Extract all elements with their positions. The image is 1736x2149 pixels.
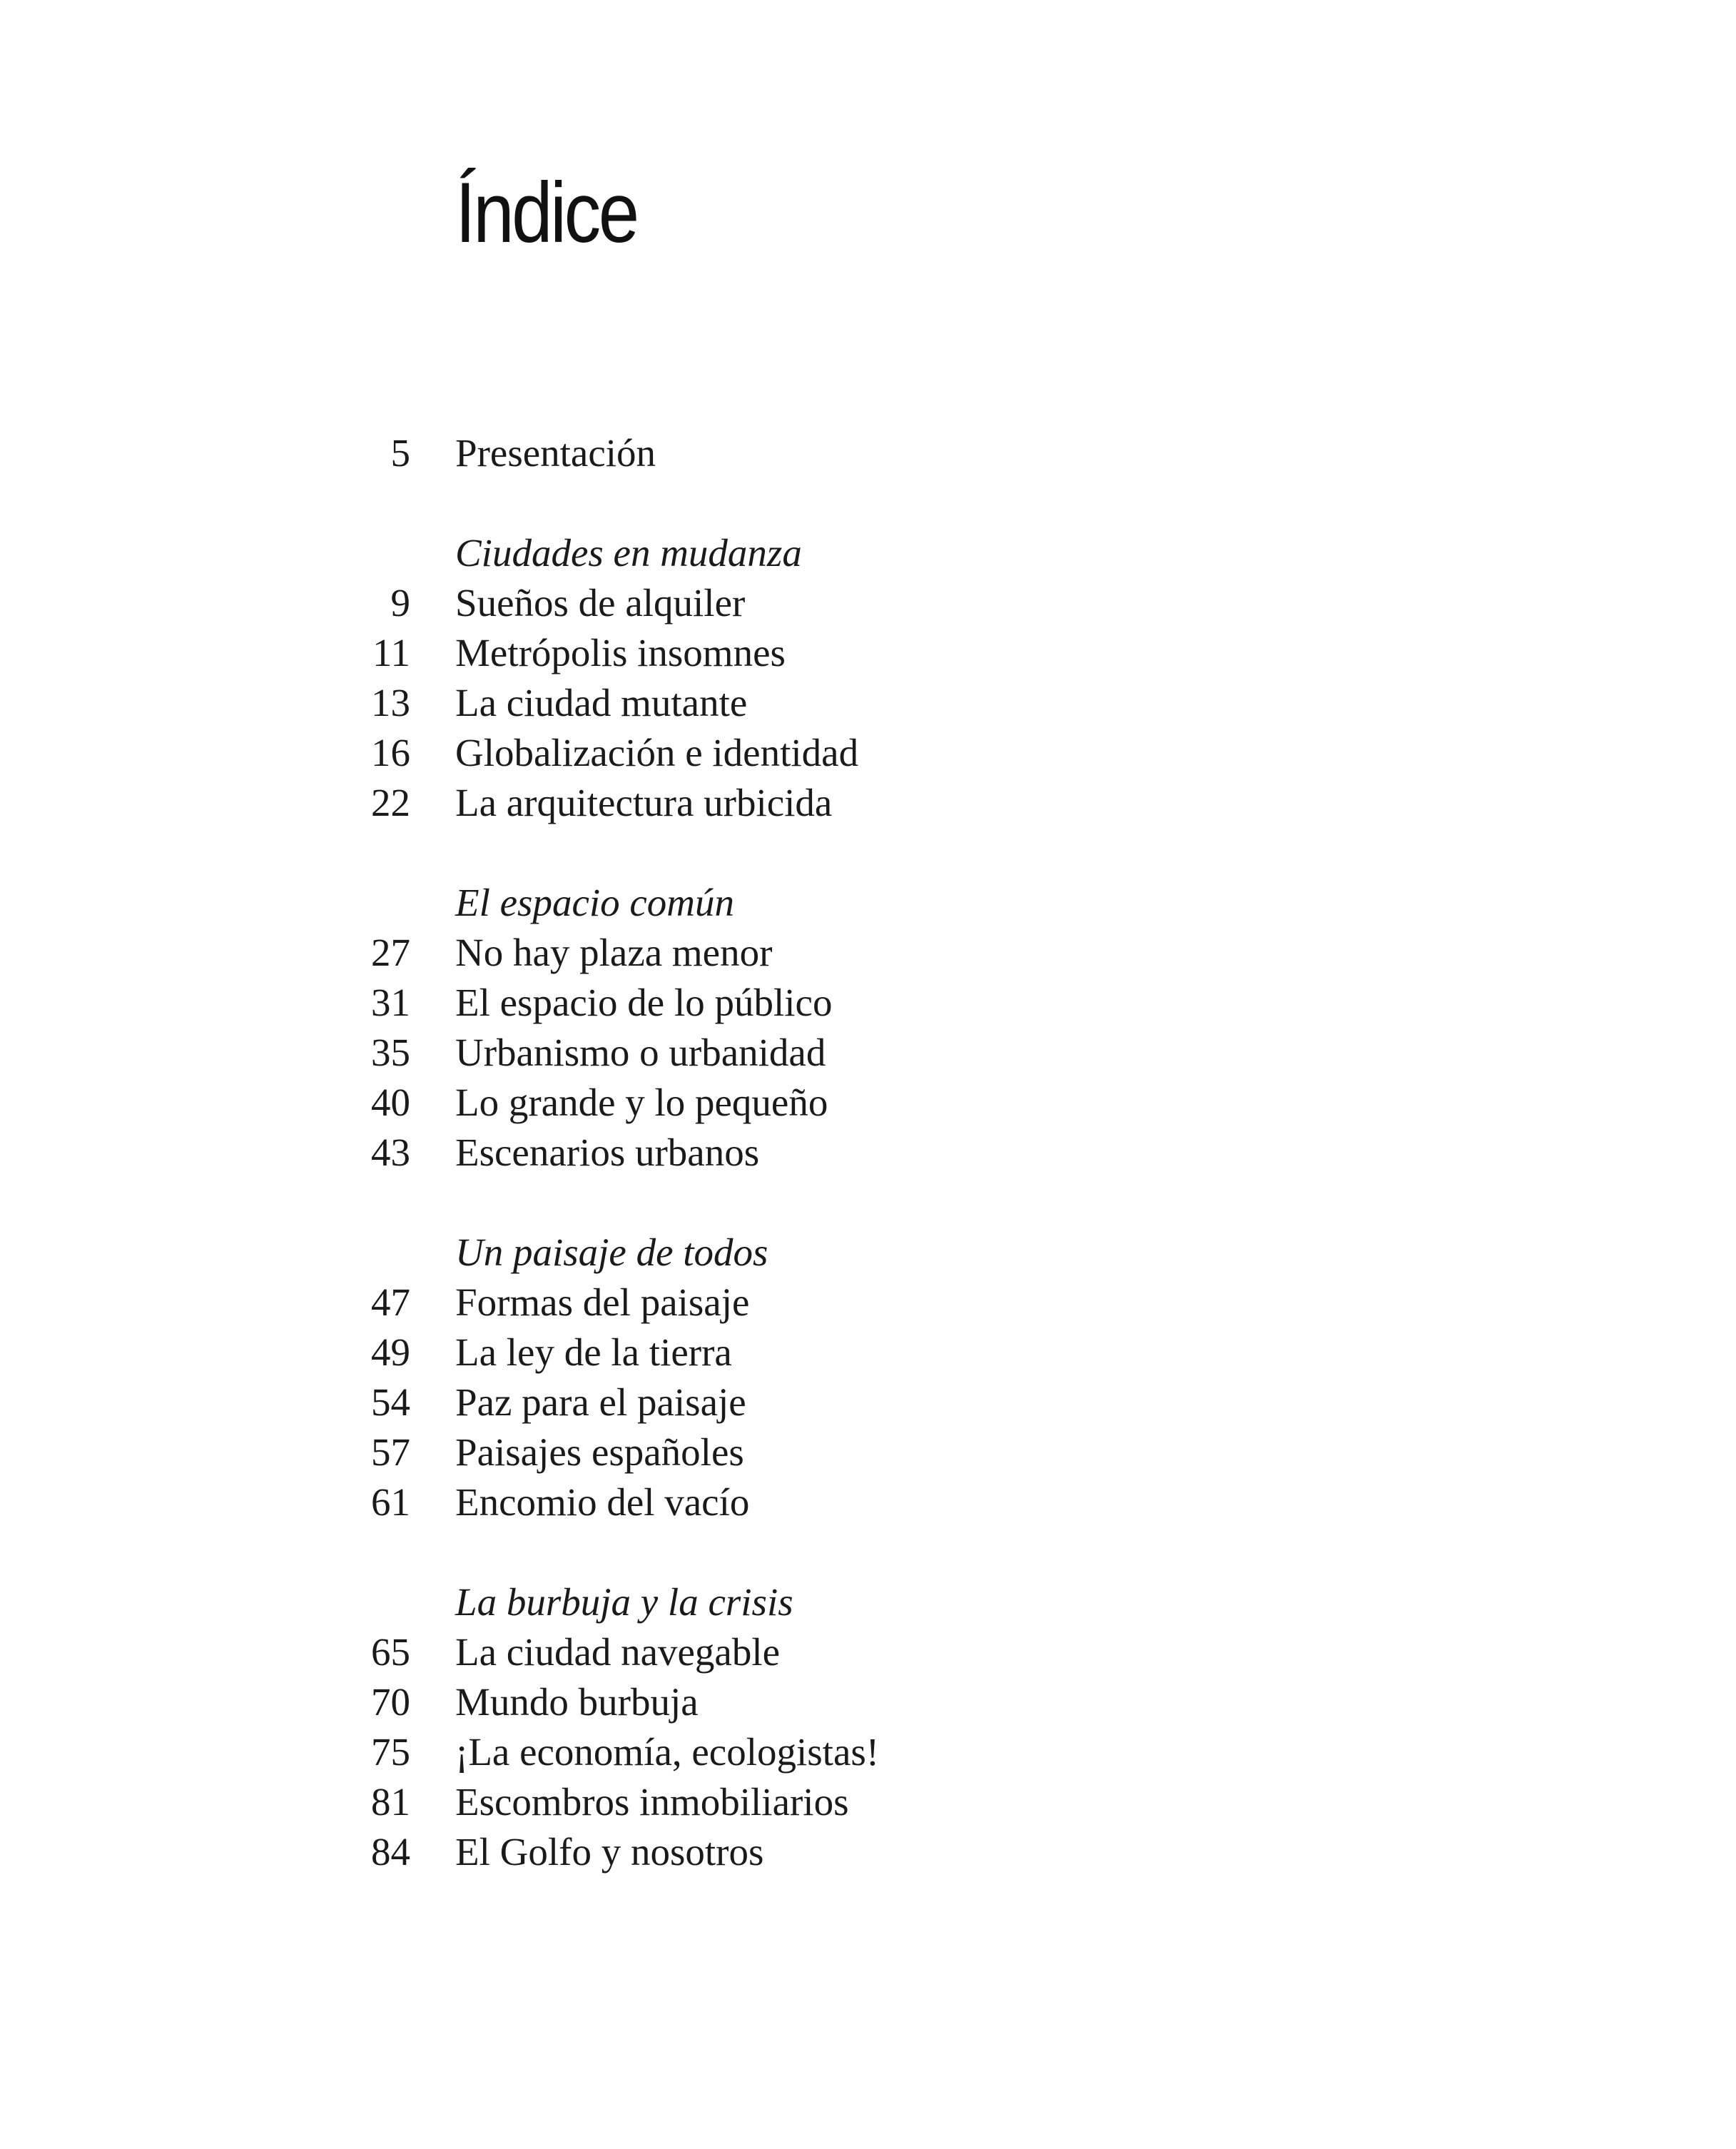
toc-entry[interactable] — [0, 728, 1736, 778]
toc-entry[interactable] — [0, 1028, 1736, 1078]
section-spacer — [0, 1178, 1736, 1228]
table-of-contents — [0, 428, 1736, 1877]
toc-entry-page: 9 — [390, 581, 410, 625]
toc-entry-title: Urbanismo o urbanidad — [455, 1031, 826, 1074]
section-spacer — [0, 1527, 1736, 1577]
toc-entry-page: 31 — [371, 981, 410, 1024]
toc-entry[interactable] — [0, 628, 1736, 678]
toc-entry[interactable] — [0, 1777, 1736, 1827]
toc-entry[interactable] — [0, 678, 1736, 728]
toc-entry-title: Globalización e identidad — [455, 731, 859, 774]
toc-entry-title: El Golfo y nosotros — [455, 1830, 764, 1874]
toc-entry-page: 75 — [371, 1730, 410, 1774]
toc-entry-title: Escenarios urbanos — [455, 1131, 760, 1174]
toc-entry-title: Presentación — [455, 431, 656, 475]
toc-entry-title: ¡La economía, ecologistas! — [455, 1730, 880, 1774]
toc-entry-page: 57 — [371, 1430, 410, 1474]
toc-entry-title: El espacio de lo público — [455, 981, 833, 1024]
toc-entry-page: 47 — [371, 1280, 410, 1324]
toc-entry-page: 27 — [371, 931, 410, 974]
section-spacer — [0, 478, 1736, 528]
toc-entry-page: 84 — [371, 1830, 410, 1874]
toc-entry-page: 16 — [371, 731, 410, 774]
toc-entry-title: Sueños de alquiler — [455, 581, 746, 625]
toc-entry-page: 40 — [371, 1081, 410, 1124]
section-spacer — [0, 828, 1736, 878]
toc-entry[interactable] — [0, 1377, 1736, 1427]
toc-entry[interactable] — [0, 1827, 1736, 1877]
toc-entry[interactable] — [0, 978, 1736, 1028]
toc-entry-page: 61 — [371, 1480, 410, 1524]
toc-entry-title: La ciudad mutante — [455, 681, 748, 724]
toc-entry-title: Formas del paisaje — [455, 1280, 750, 1324]
toc-entry-page: 13 — [371, 681, 410, 724]
toc-entry-title: La ley de la tierra — [455, 1330, 732, 1374]
toc-entry[interactable] — [0, 1078, 1736, 1128]
toc-entry[interactable] — [0, 1278, 1736, 1328]
toc-entry[interactable] — [0, 1677, 1736, 1727]
toc-entry[interactable] — [0, 928, 1736, 978]
toc-entry[interactable] — [0, 1128, 1736, 1178]
toc-entry-title: No hay plaza menor — [455, 931, 773, 974]
section-title: Ciudades en mudanza — [455, 531, 802, 575]
toc-entry[interactable] — [0, 578, 1736, 628]
toc-entry[interactable] — [0, 1727, 1736, 1777]
toc-entry-title: La ciudad navegable — [455, 1630, 781, 1674]
toc-section-heading — [0, 878, 1736, 928]
toc-entry-page: 22 — [371, 781, 410, 824]
toc-section-heading — [0, 1577, 1736, 1627]
section-title: La burbuja y la crisis — [455, 1580, 793, 1624]
toc-entry[interactable] — [0, 1328, 1736, 1377]
toc-entry-page: 11 — [372, 631, 410, 674]
toc-entry-title: Metrópolis insomnes — [455, 631, 786, 674]
toc-entry-page: 43 — [371, 1131, 410, 1174]
toc-entry-title: La arquitectura urbicida — [455, 781, 833, 824]
toc-entry-page: 35 — [371, 1031, 410, 1074]
page-title: Índice — [455, 165, 637, 261]
toc-section-heading — [0, 528, 1736, 578]
section-title: Un paisaje de todos — [455, 1230, 768, 1274]
toc-section-heading — [0, 1228, 1736, 1278]
toc-entry-title: Escombros inmobiliarios — [455, 1780, 849, 1824]
toc-entry-page: 54 — [371, 1380, 410, 1424]
toc-entry-title: Mundo burbuja — [455, 1680, 699, 1724]
toc-entry[interactable] — [0, 1627, 1736, 1677]
toc-entry-page: 81 — [371, 1780, 410, 1824]
toc-entry[interactable] — [0, 778, 1736, 828]
toc-entry-title: Paisajes españoles — [455, 1430, 744, 1474]
toc-entry[interactable] — [0, 428, 1736, 478]
toc-entry-page: 65 — [371, 1630, 410, 1674]
toc-entry-title: Paz para el paisaje — [455, 1380, 746, 1424]
toc-entry-page: 49 — [371, 1330, 410, 1374]
toc-entry-page: 70 — [371, 1680, 410, 1724]
toc-entry-title: Encomio del vacío — [455, 1480, 750, 1524]
toc-entry[interactable] — [0, 1427, 1736, 1477]
toc-entry-title: Lo grande y lo pequeño — [455, 1081, 828, 1124]
section-title: El espacio común — [455, 881, 735, 924]
toc-entry-page: 5 — [390, 431, 410, 475]
toc-entry[interactable] — [0, 1477, 1736, 1527]
